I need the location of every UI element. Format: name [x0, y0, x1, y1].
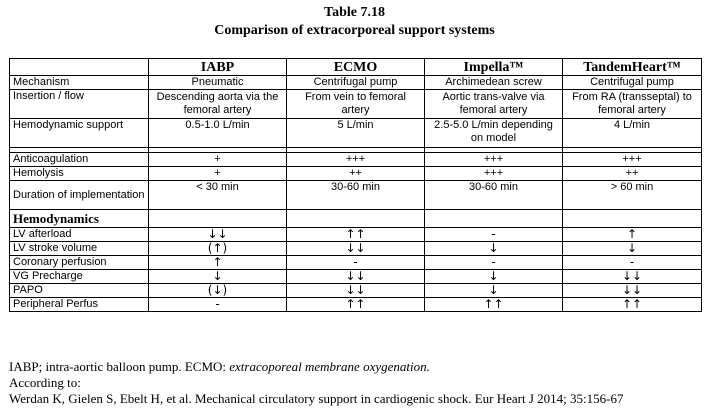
table-cell: ↑↑ [287, 298, 425, 312]
row-label: Duration of implementation [10, 181, 149, 210]
table-cell: ↓ [425, 270, 563, 284]
table-cell: (↑) [149, 242, 287, 256]
empty-cell [287, 210, 425, 228]
table-row [10, 119, 702, 148]
table-cell: ↓ [563, 242, 702, 256]
table-cell: 2.5-5.0 L/min depending on model [425, 119, 563, 148]
table-cell: Centrifugal pump [287, 76, 425, 90]
table-cell: - [287, 256, 425, 270]
row-label: Hemodynamic support [10, 119, 149, 148]
reference-citation: Werdan K, Gielen S, Ebelt H, et al. Mechanical circulatory support in cardiogenic shock. Eur Heart J 2014; 35:156-67 [9, 391, 624, 406]
comparison-table [9, 58, 702, 312]
table-cell: Pneumatic [149, 76, 287, 90]
row-label: PAPO [10, 284, 149, 298]
row-label: Insertion / flow [10, 90, 149, 119]
table-row [10, 270, 702, 284]
table-row [10, 228, 702, 242]
table-cell: ++ [287, 167, 425, 181]
table-row [10, 167, 702, 181]
row-label: VG Precharge [10, 270, 149, 284]
table-cell: ↓↓ [287, 242, 425, 256]
table-cell: ↑ [563, 228, 702, 242]
table-cell: ↓↓ [563, 284, 702, 298]
table-cell: + [149, 167, 287, 181]
table-cell: 30-60 min [425, 181, 563, 210]
table-cell: ↓ [149, 270, 287, 284]
table-cell: +++ [425, 167, 563, 181]
hemodynamics-heading: Hemodynamics [10, 210, 149, 228]
table-cell: (↓) [149, 284, 287, 298]
table-cell: > 60 min [563, 181, 702, 210]
hemodynamics-heading-row [10, 210, 702, 228]
table-row [10, 153, 702, 167]
table-row [10, 90, 702, 119]
table-cell: ↑↑ [563, 298, 702, 312]
table-cell: Centrifugal pump [563, 76, 702, 90]
table-cell: ↑↑ [287, 228, 425, 242]
table-cell: Descending aorta via the femoral artery [149, 90, 287, 119]
footnote-text: IABP; intra-aortic balloon pump. ECMO: [9, 359, 230, 374]
table-cell: Archimedean screw [425, 76, 563, 90]
according-to-label: According to: [9, 375, 81, 390]
table-cell: ↓↓ [287, 270, 425, 284]
table-cell: From vein to femoral artery [287, 90, 425, 119]
empty-cell [425, 210, 563, 228]
table-cell: 0.5-1.0 L/min [149, 119, 287, 148]
column-header [10, 59, 149, 76]
table-cell: ↓↓ [287, 284, 425, 298]
table-cell: + [149, 153, 287, 167]
row-label: Coronary perfusion [10, 256, 149, 270]
table-row [10, 181, 702, 210]
table-cell: From RA (transseptal) to femoral artery [563, 90, 702, 119]
table-cell: ↓ [425, 242, 563, 256]
table-cell: ↑ [149, 256, 287, 270]
table-cell: +++ [425, 153, 563, 167]
row-label: Peripheral Perfus [10, 298, 149, 312]
table-cell: - [563, 256, 702, 270]
column-header-impella: Impella™ [425, 59, 563, 76]
row-label: LV afterload [10, 228, 149, 242]
column-header-iabp: IABP [149, 59, 287, 76]
table-title: Table 7.18 [324, 5, 385, 20]
table-cell: < 30 min [149, 181, 287, 210]
table-cell: - [425, 256, 563, 270]
table-cell: +++ [563, 153, 702, 167]
table-cell: 30-60 min [287, 181, 425, 210]
table-cell: - [425, 228, 563, 242]
table-cell: 4 L/min [563, 119, 702, 148]
header-row [10, 59, 702, 76]
table-cell: Aortic trans-valve via femoral artery [425, 90, 563, 119]
table-row [10, 284, 702, 298]
footnote-italic-text: extracoporeal membrane oxygenation. [229, 359, 430, 374]
table-row [10, 256, 702, 270]
row-label: Mechanism [10, 76, 149, 90]
table-cell: ↑↑ [425, 298, 563, 312]
row-label: Hemolysis [10, 167, 149, 181]
empty-cell [563, 210, 702, 228]
table-cell: +++ [287, 153, 425, 167]
table-row [10, 76, 702, 90]
row-label: Anticoagulation [10, 153, 149, 167]
table-cell: ++ [563, 167, 702, 181]
table-subtitle: Comparison of extracorporeal support systems [214, 23, 495, 38]
column-header-ecmo: ECMO [287, 59, 425, 76]
table-cell: ↓ [425, 284, 563, 298]
table-cell: - [149, 298, 287, 312]
table-cell: ↓↓ [563, 270, 702, 284]
row-label: LV stroke volume [10, 242, 149, 256]
table-cell: 5 L/min [287, 119, 425, 148]
abbreviation-footnote [9, 359, 430, 375]
table-row [10, 242, 702, 256]
table-row [10, 298, 702, 312]
column-header-tandemheart: TandemHeart™ [563, 59, 702, 76]
table-cell: ↓↓ [149, 228, 287, 242]
empty-cell [149, 210, 287, 228]
